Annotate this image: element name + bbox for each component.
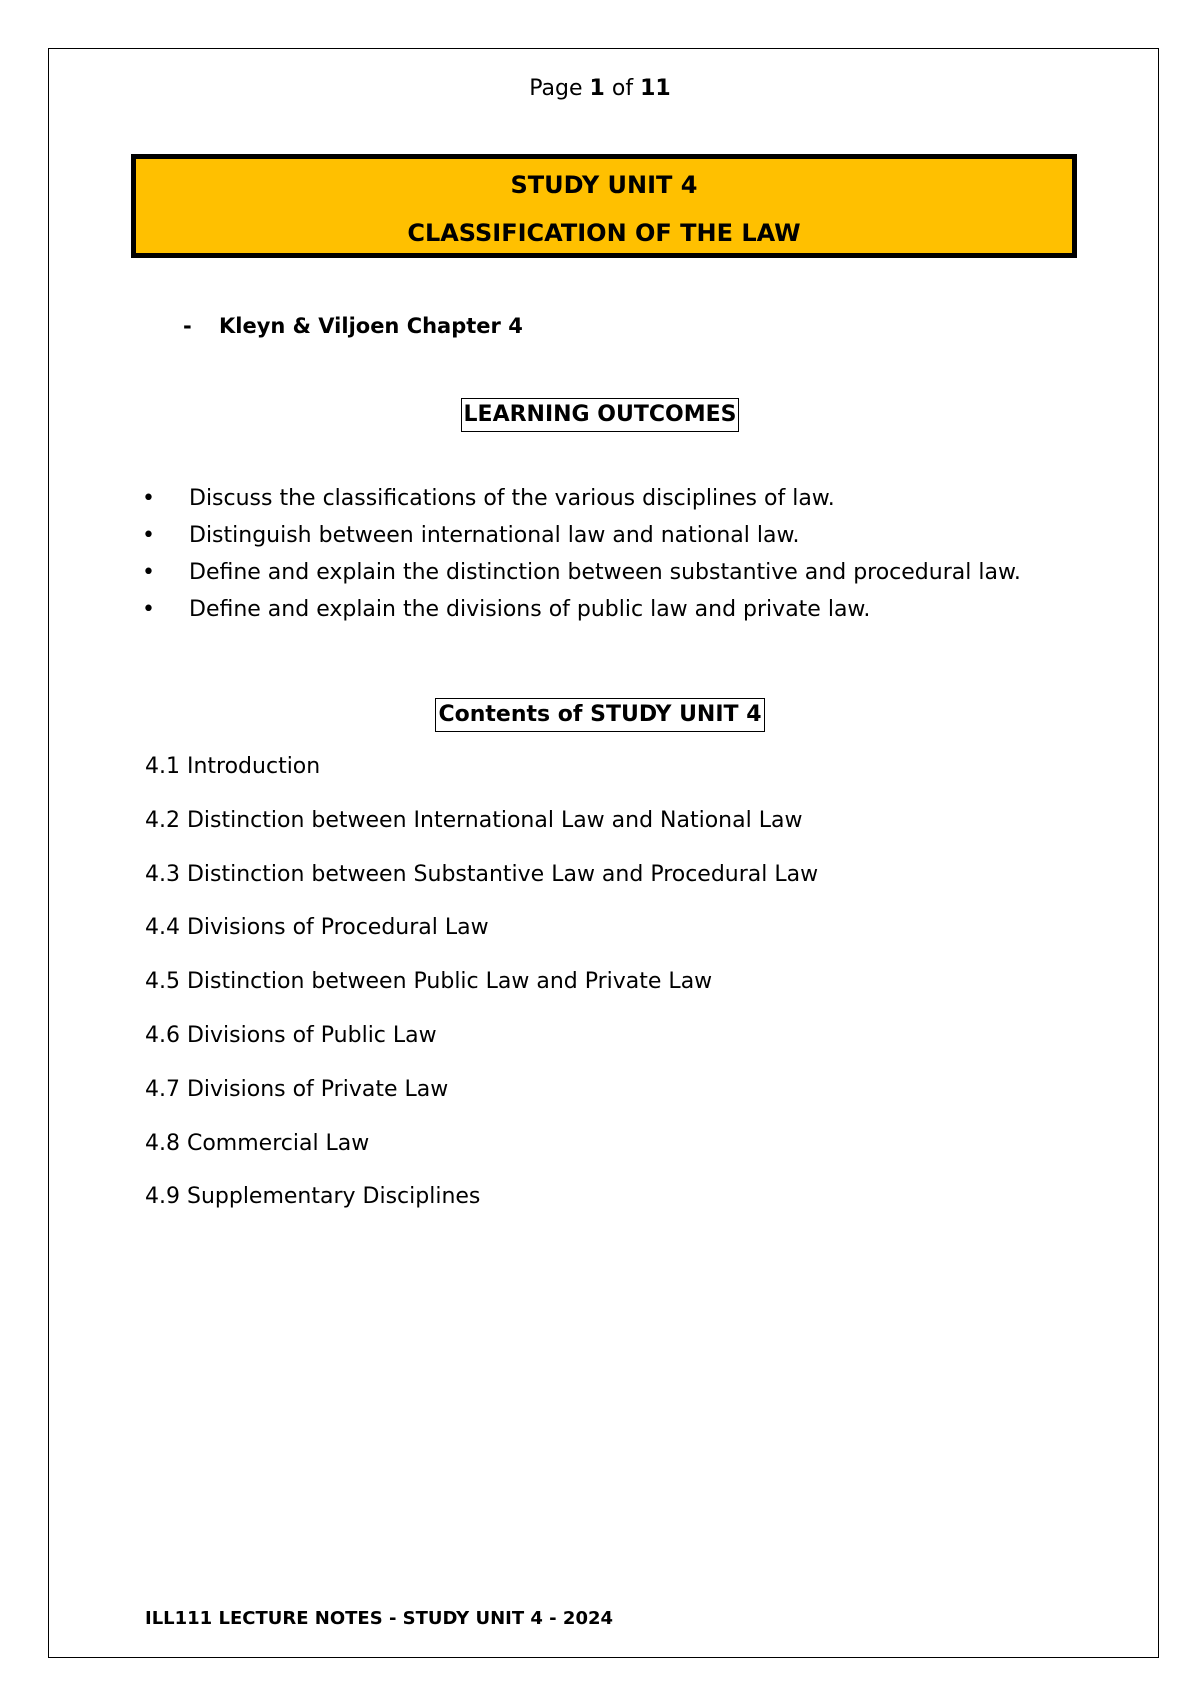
- page-of: of: [611, 76, 634, 101]
- contents-item-public-divisions: 4.6 Divisions of Public Law: [145, 1022, 437, 1048]
- reading-reference: [183, 314, 523, 338]
- list-item: [142, 554, 1021, 591]
- contents-item-public-private: 4.5 Distinction between Public Law and Private Law: [145, 969, 713, 995]
- outcome-text: Define and explain the divisions of public law and private law.: [189, 597, 871, 622]
- page-number: [0, 76, 1200, 101]
- contents-item-supplementary: 4.9 Supplementary Disciplines: [145, 1184, 481, 1210]
- contents-item-private-divisions: 4.7 Divisions of Private Law: [145, 1076, 449, 1102]
- contents-item-substantive-procedural: 4.3 Distinction between Substantive Law and Procedural Law: [145, 861, 819, 887]
- bullet-icon: •: [142, 560, 155, 585]
- outcome-text: Discuss the classifications of the various disciplines of law.: [189, 486, 835, 511]
- page-footer: ILL111 LECTURE NOTES - STUDY UNIT 4 - 2024: [145, 1608, 614, 1629]
- learning-outcomes-heading: [0, 398, 1200, 432]
- study-unit-title: STUDY UNIT 4: [510, 171, 698, 199]
- reading-text: Kleyn & Viljoen Chapter 4: [219, 314, 523, 338]
- page-total: 11: [640, 76, 671, 101]
- contents-item-procedural-divisions: 4.4 Divisions of Procedural Law: [145, 915, 489, 941]
- title-banner: [131, 154, 1077, 258]
- list-item: [142, 480, 1021, 517]
- list-item: [142, 591, 1021, 628]
- contents-heading: [0, 698, 1200, 732]
- contents-item-introduction: 4.1 Introduction: [145, 754, 321, 779]
- bullet-icon: •: [142, 523, 155, 548]
- page-current: 1: [589, 76, 605, 101]
- list-item: [142, 517, 1021, 554]
- contents-heading-text: Contents of STUDY UNIT 4: [435, 698, 764, 732]
- outcome-text: Distinguish between international law and national law.: [189, 523, 800, 548]
- contents-item-international-national: 4.2 Distinction between International Law and National Law: [145, 807, 803, 833]
- learning-outcomes-list: [142, 480, 1021, 628]
- learning-outcomes-heading-text: LEARNING OUTCOMES: [461, 398, 740, 432]
- bullet-icon: •: [142, 597, 155, 622]
- reading-dash: -: [183, 314, 192, 338]
- page-prefix: Page: [529, 76, 583, 101]
- bullet-icon: •: [142, 486, 155, 511]
- contents-list: [145, 752, 818, 1236]
- contents-item-commercial-law: 4.8 Commercial Law: [145, 1130, 370, 1156]
- outcome-text: Define and explain the distinction between substantive and procedural law.: [189, 560, 1021, 585]
- study-unit-subtitle: CLASSIFICATION OF THE LAW: [407, 219, 801, 247]
